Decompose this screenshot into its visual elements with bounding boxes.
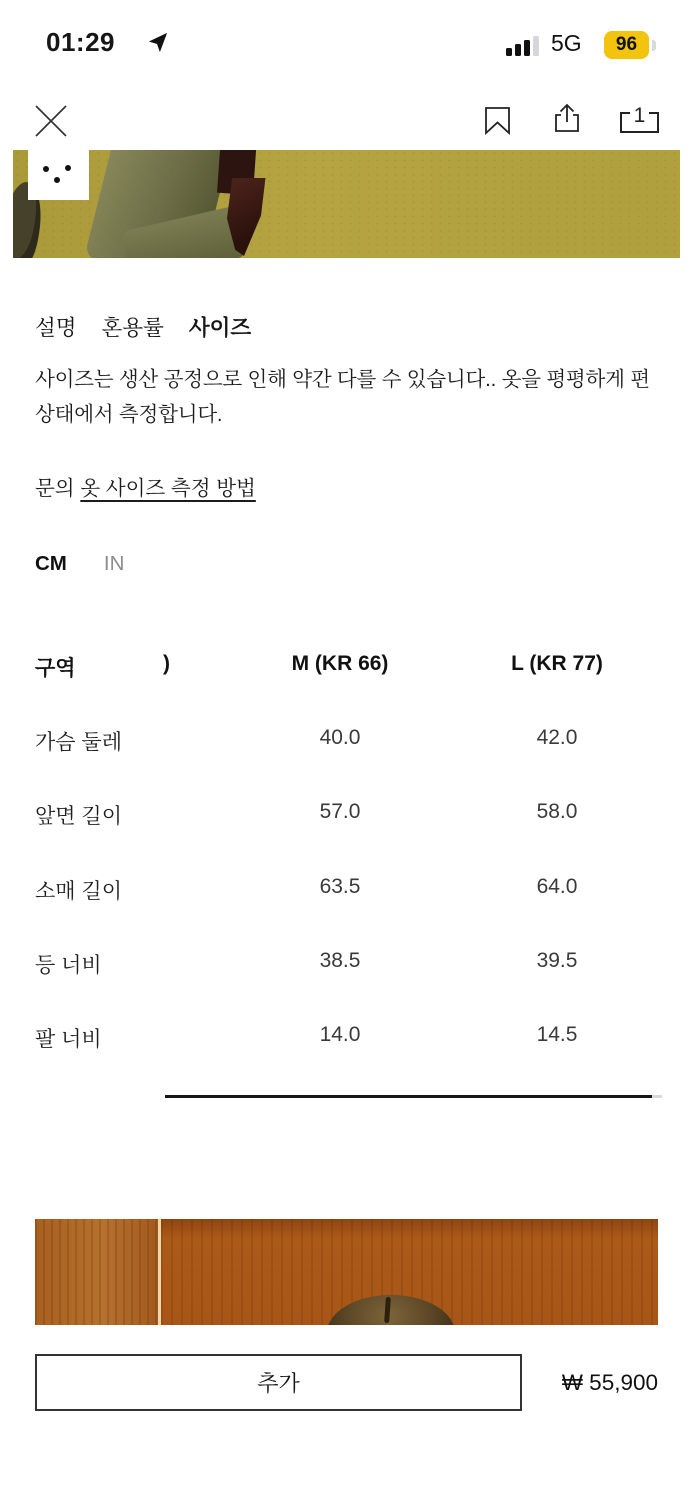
unit-cm-button[interactable]: CM [35,552,67,575]
network-type-label: 5G [551,30,582,56]
row-label: 앞면 길이 [35,805,122,828]
add-to-cart-button[interactable]: 추가 [35,1354,522,1411]
location-services-icon [146,31,169,54]
product-tag-dots-icon[interactable] [28,150,89,200]
table-row [0,726,693,756]
row-label: 등 너비 [35,954,102,977]
product-photo-strip[interactable] [13,150,680,258]
header-zone: 구역 [35,657,76,680]
share-icon[interactable] [550,102,584,136]
wood-panel-left [35,1219,158,1325]
row-value-m: 40.0 [319,726,361,749]
product-photo-2[interactable] [35,1219,658,1325]
cart-button[interactable] [620,104,659,134]
unit-in-button[interactable]: IN [103,552,125,575]
row-value-l: 64.0 [536,875,578,898]
tab-size[interactable]: 사이즈 [188,316,252,340]
table-scrollbar[interactable] [165,1095,652,1098]
row-label: 가슴 둘레 [35,731,122,754]
measure-link-row [35,471,256,501]
header-size-m: M (KR 66) [291,652,389,675]
measure-method-link[interactable]: 옷 사이즈 측정 방법 [80,477,256,500]
price-label: ₩ 55,900 [561,1369,658,1395]
row-value-m: 63.5 [319,875,361,898]
cart-count-badge: 1 [633,104,646,127]
unit-toggle [35,552,124,576]
tab-fabric[interactable]: 혼용률 [101,316,164,340]
row-label: 소매 길이 [35,880,122,903]
battery-badge: 96 [604,31,649,59]
close-button[interactable] [31,101,71,141]
size-description-text: 사이즈는 생산 공정으로 인해 약간 다를 수 있습니다.. 옷을 평평하게 편 상태에서 측정합니다. [35,368,650,426]
row-value-m: 38.5 [319,949,361,972]
row-value-m: 14.0 [319,1023,361,1046]
table-row [0,875,693,905]
row-value-m: 57.0 [319,800,361,823]
cellular-signal-icon [506,35,544,56]
header-partial-column: ) [163,652,170,675]
size-table-header [0,652,693,682]
detail-tabs [35,311,251,342]
row-label: 팔 너비 [35,1028,102,1051]
header-size-l: L (KR 77) [511,652,603,675]
inquiry-prefix: 문의 [35,477,81,500]
tab-description[interactable]: 설명 [35,316,77,340]
bookmark-icon[interactable] [484,106,511,135]
table-row [0,949,693,979]
row-value-l: 42.0 [536,726,578,749]
row-value-l: 39.5 [536,949,578,972]
battery-nub [652,40,656,51]
table-row [0,800,693,830]
status-time: 01:29 [46,27,115,57]
table-row [0,1023,693,1053]
row-value-l: 58.0 [536,800,578,823]
row-value-l: 14.5 [536,1023,578,1046]
